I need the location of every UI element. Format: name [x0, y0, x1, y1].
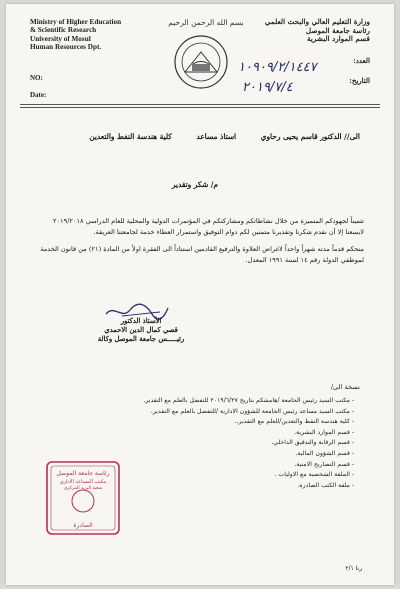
cc-item: - قسم التصاريح الامنية.	[143, 460, 354, 471]
en-line: Human Resources Dpt.	[30, 43, 102, 52]
cc-item: - الملفة الشخصية مع الاوليات .	[143, 470, 354, 481]
ar-no-label: العدد:	[353, 56, 370, 65]
stamp-line-4: الصادرة	[73, 522, 93, 529]
basmala: بسم الله الرحمن الرحيم	[168, 18, 244, 27]
body-paragraph-1: تثميناً لجهودكم المتميزة من خلال نشاطاتكم ومشاركتكم في المؤتمرات الدولية والمحلية للعام الدراسي ٢٠١٩/٢٠١٨ لايسعنا إلا أن نقدم شكرنا وتقديرنا متمنين لكم دوام التوفيق واستمرار العطاء خدمة لجامعتنا العريقة.	[53, 217, 364, 236]
en-date-label: Date:	[30, 91, 47, 99]
recipient-rank: استاذ مساعد	[196, 132, 237, 141]
reference-code: رنا ٢/١	[345, 565, 362, 572]
recipient-name: الى// الدكتور قاسم يحيى رحاوي	[260, 132, 360, 141]
body-paragraph-2: منحكم قدماً مدته شهراً واحداً لاغراض العلاوة والترفيع القادمين استناداً الى الفقرة اولاً من المادة (٢١) من قانون الخدمة لموظفي الدولة رقم ١٤ لسنة ١٩٩١ المعدل.	[40, 245, 364, 264]
signatory-position: رئيـــــس جامعة الموصل وكالة	[97, 335, 185, 343]
en-line: University of Mosul	[30, 34, 91, 43]
ar-line: وزارة التعليم العالي والبحث العلمي	[264, 17, 370, 26]
ar-line: قسم الموارد البشرية	[307, 34, 370, 44]
en-line: Ministry of Higher Education	[30, 18, 122, 26]
ar-line: رئاسة جامعة الموصل	[306, 25, 370, 35]
en-no-label: NO:	[30, 74, 43, 82]
cc-list	[143, 396, 354, 491]
cc-item: - قسم الرقابة والتدقيق الداخلي.	[143, 438, 354, 449]
header-divider	[20, 104, 380, 105]
cc-item: - قسم الشؤون المالية.	[143, 449, 354, 460]
signatory-title: الأستاذ الدكتور	[120, 317, 162, 325]
outgoing-mail-stamp	[44, 459, 122, 537]
cc-item: - قسم الموارد البشرية.	[143, 428, 354, 439]
cc-title: نسخة الى/	[330, 383, 360, 391]
cc-item: - مكتب السيد رئيس الجامعة /هامشكم بتاريخ ٢٠١٩/٦/٢٧ للتفضل بالعلم مع التقدير.	[143, 396, 354, 407]
handwritten-date: ٢٠١٩/٧/٤	[242, 80, 293, 95]
signatory-name: قصي كمال الدين الاحمدي	[104, 326, 178, 334]
cc-item: - مكتب السيد مساعد رئيس الجامعة للشؤون الادارية /للتفضل بالعلم مع التقدير.	[143, 407, 354, 418]
stamp-line-3: شعبة البريد المركزي	[63, 486, 103, 491]
university-seal-logo	[173, 34, 229, 90]
recipient-college: كلية هندسة النفط والتعدين	[89, 132, 172, 141]
document-page	[6, 4, 394, 585]
cc-item: - كلية هندسة النفط والتعدين/للعلم مع التقدير..	[143, 417, 354, 428]
stamp-line-2: مكتب المساعد الاداري	[59, 479, 107, 485]
cc-item: - ملفة الكتب الصادرة.	[143, 481, 354, 492]
letter-subject: م/ شكر وتقدير	[171, 180, 218, 189]
header-divider-thin	[20, 107, 380, 108]
stamp-line-1: رئاسة جامعة الموصل	[56, 470, 110, 477]
recipient-line	[67, 132, 360, 141]
en-line: & Scientific Research	[30, 26, 97, 35]
handwritten-number: ١٠٩٠٩/٢/١٤٤٧	[238, 60, 317, 75]
ar-date-label: التاريخ:	[349, 76, 370, 85]
english-letterhead	[30, 18, 121, 52]
signature-block	[86, 317, 196, 344]
arabic-letterhead	[265, 18, 370, 44]
